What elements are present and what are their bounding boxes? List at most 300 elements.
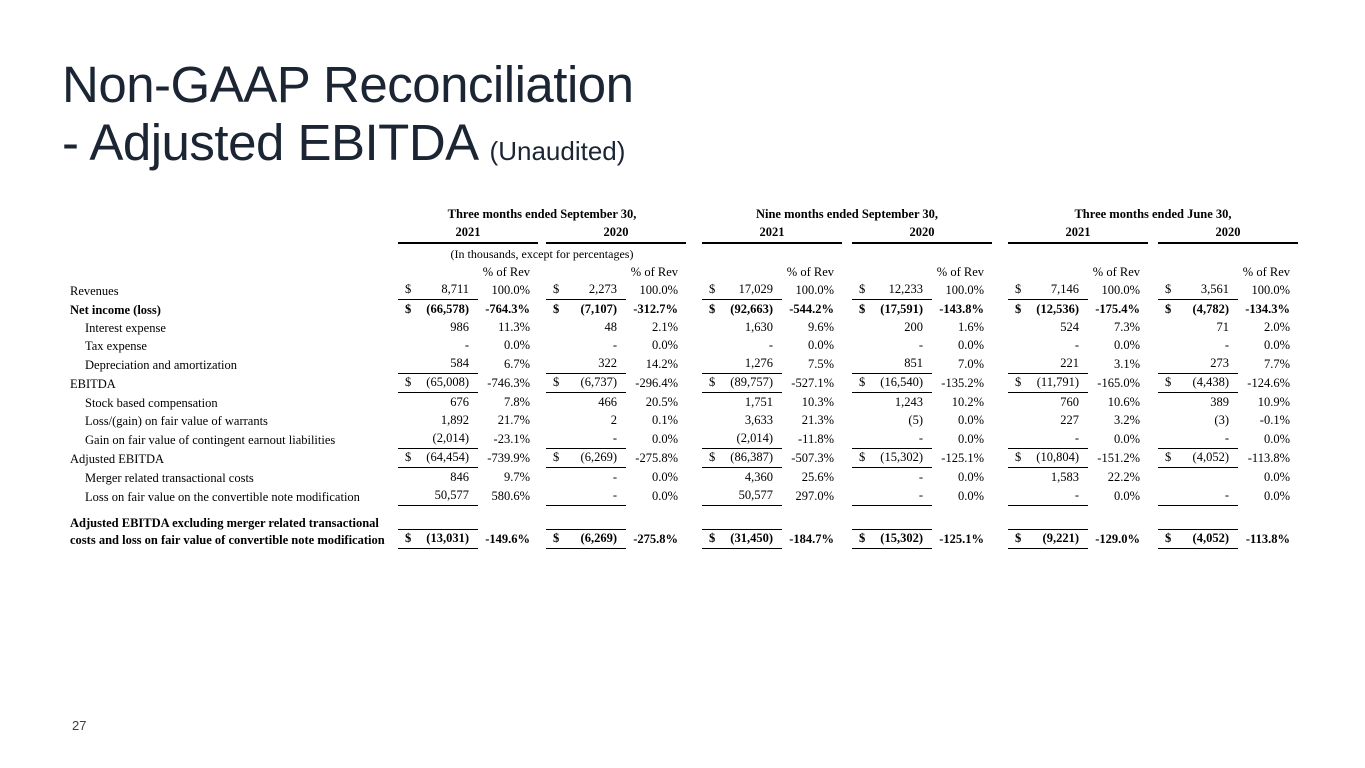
value-number: 1,630 [744, 319, 773, 334]
value-cell [398, 374, 478, 393]
value-number: - [612, 431, 617, 446]
dollar-sign: $ [1015, 530, 1022, 545]
value-number: - [1224, 487, 1229, 502]
row-label: Stock based compensation [85, 395, 218, 410]
pct-cell: 0.0% [1263, 488, 1290, 503]
pct-cell: 0.1% [651, 413, 678, 428]
pct-cell: 0.0% [957, 469, 984, 484]
table-row [68, 449, 1292, 468]
row-label: Merger related transactional costs [85, 470, 254, 485]
pct-cell: 7.8% [503, 394, 530, 409]
table-row [68, 468, 1292, 486]
pct-cell: -746.3% [487, 376, 530, 391]
pct-cell: 2.0% [1263, 319, 1290, 334]
value-cell [1158, 430, 1238, 449]
value-number: (7,107) [580, 301, 617, 316]
value-cell [1158, 529, 1238, 549]
value-number: 3,561 [1200, 282, 1229, 297]
value-number: (5) [908, 413, 923, 428]
dollar-sign: $ [1015, 450, 1022, 465]
value-cell [1158, 337, 1238, 355]
value-cell [852, 412, 932, 430]
value-number: 986 [450, 319, 469, 334]
pct-cell: -125.1% [941, 451, 984, 466]
value-number: - [612, 487, 617, 502]
year-header: 2020 [852, 223, 992, 244]
value-cell [852, 529, 932, 549]
value-cell [398, 487, 478, 506]
pct-cell: 3.1% [1113, 357, 1140, 372]
pct-cell: -23.1% [493, 432, 530, 447]
value-number: (86,387) [730, 450, 773, 465]
value-cell [1008, 301, 1088, 319]
dollar-sign: $ [709, 450, 716, 465]
value-cell [398, 355, 478, 374]
value-cell [1158, 281, 1238, 300]
pct-cell: -275.8% [635, 451, 678, 466]
value-cell [398, 529, 478, 549]
value-cell [1158, 394, 1238, 412]
value-number: 227 [1060, 413, 1079, 428]
value-number: - [1224, 431, 1229, 446]
value-cell [702, 301, 782, 319]
value-cell [852, 337, 932, 355]
value-number: (2,014) [736, 431, 773, 446]
dollar-sign: $ [1165, 375, 1172, 390]
dollar-sign: $ [1015, 282, 1022, 297]
value-number: (66,578) [426, 301, 469, 316]
pct-cell: -764.3% [485, 301, 530, 316]
table-units-note-row [68, 244, 1292, 262]
pct-cell: 100.0% [639, 283, 678, 298]
value-cell [1008, 355, 1088, 374]
dollar-sign: $ [553, 530, 560, 545]
title-unaudited-suffix: (Unaudited) [489, 136, 626, 166]
pct-cell: 0.0% [1263, 432, 1290, 447]
pct-cell: 10.2% [951, 394, 984, 409]
row-label: Revenues [70, 284, 119, 299]
page-number: 27 [72, 718, 87, 733]
value-cell [702, 337, 782, 355]
table-row [68, 393, 1292, 411]
value-number: (4,052) [1192, 530, 1229, 545]
value-number: (3) [1214, 413, 1229, 428]
value-number: - [612, 338, 617, 353]
dollar-sign: $ [553, 301, 560, 316]
value-number: (89,757) [730, 375, 773, 390]
value-number: (65,008) [426, 375, 469, 390]
pct-cell: -124.6% [1247, 376, 1290, 391]
value-cell [852, 281, 932, 300]
pct-cell: -113.8% [1245, 531, 1290, 546]
pct-cell: 100.0% [795, 283, 834, 298]
value-cell [1008, 374, 1088, 393]
period-group-label: Nine months ended September 30, [755, 207, 939, 222]
pct-cell: 580.6% [491, 488, 530, 503]
value-number: (4,052) [1192, 450, 1229, 465]
value-cell [702, 412, 782, 430]
value-number: 48 [604, 319, 617, 334]
pct-cell: 9.6% [807, 319, 834, 334]
row-label: Adjusted EBITDA excluding merger related transactional costs and loss on fair value of convertible note modification [70, 515, 385, 547]
pct-cell: 0.0% [957, 432, 984, 447]
table-row [68, 300, 1292, 318]
pct-cell: -134.3% [1245, 301, 1290, 316]
pct-cell: 7.7% [1263, 357, 1290, 372]
table-row [68, 337, 1292, 355]
table-row [68, 355, 1292, 374]
pct-cell: 0.0% [1113, 338, 1140, 353]
value-number: 1,751 [744, 394, 773, 409]
pct-cell: 3.2% [1113, 413, 1140, 428]
value-number: 389 [1210, 394, 1229, 409]
value-cell [1158, 449, 1238, 468]
value-number: (13,031) [426, 530, 469, 545]
value-cell [1008, 430, 1088, 449]
year-header: 2021 [702, 223, 842, 244]
dollar-sign: $ [1165, 450, 1172, 465]
pct-cell: 0.0% [1113, 488, 1140, 503]
pct-cell: 20.5% [645, 394, 678, 409]
value-number: 322 [598, 356, 617, 371]
value-cell [546, 487, 626, 506]
dollar-sign: $ [405, 530, 412, 545]
title-line-2 [62, 114, 634, 180]
value-cell [1158, 355, 1238, 374]
value-cell [1158, 319, 1238, 337]
pct-cell: -527.1% [791, 376, 834, 391]
value-number: 676 [450, 394, 469, 409]
value-number: 273 [1210, 356, 1229, 371]
value-number: - [1074, 487, 1079, 502]
pct-cell: 0.0% [503, 338, 530, 353]
value-number: - [1074, 431, 1079, 446]
value-number: (16,540) [880, 375, 923, 390]
value-cell [852, 469, 932, 487]
value-cell [546, 469, 626, 487]
value-cell [852, 374, 932, 393]
pct-cell: 0.0% [1263, 469, 1290, 484]
value-number: - [1074, 338, 1079, 353]
pct-cell: 10.6% [1107, 394, 1140, 409]
value-number: 1,276 [744, 356, 773, 371]
pct-cell: 0.0% [957, 338, 984, 353]
value-cell [546, 529, 626, 549]
value-cell [852, 394, 932, 412]
row-label: Tax expense [85, 339, 147, 354]
value-number: 200 [904, 319, 923, 334]
dollar-sign: $ [405, 301, 412, 316]
pct-cell: 7.0% [957, 357, 984, 372]
page-title [62, 56, 634, 180]
row-label: Interest expense [85, 320, 166, 335]
value-number: 851 [904, 356, 923, 371]
pct-cell: 21.3% [801, 413, 834, 428]
value-number: 584 [450, 356, 469, 371]
value-number: 17,029 [738, 282, 773, 297]
value-number: 4,360 [744, 469, 773, 484]
value-number: 1,892 [440, 413, 469, 428]
pct-cell: 2.1% [651, 319, 678, 334]
pct-cell: -135.2% [941, 376, 984, 391]
pct-cell: -113.8% [1247, 451, 1290, 466]
value-number: 71 [1216, 319, 1229, 334]
pct-cell: 10.3% [801, 394, 834, 409]
pct-cell: -296.4% [635, 376, 678, 391]
year-header: 2020 [546, 223, 686, 244]
table-header-pct-of-rev [68, 263, 1292, 281]
period-group-label: Three months ended June 30, [1074, 207, 1232, 222]
value-cell [398, 319, 478, 337]
pct-cell: 9.7% [503, 469, 530, 484]
pct-cell: -275.8% [633, 531, 678, 546]
pct-cell: -125.1% [939, 531, 984, 546]
pct-cell: -175.4% [1095, 301, 1140, 316]
pct-cell: -312.7% [633, 301, 678, 316]
pct-of-rev-header: % of Rev [1092, 265, 1140, 280]
dollar-sign: $ [1165, 530, 1172, 545]
value-number: - [464, 338, 469, 353]
pct-cell: -149.6% [485, 531, 530, 546]
value-cell [546, 281, 626, 300]
dollar-sign: $ [553, 375, 560, 390]
value-cell [398, 469, 478, 487]
dollar-sign: $ [1015, 301, 1022, 316]
row-label: Net income (loss) [70, 302, 161, 317]
value-cell [852, 301, 932, 319]
dollar-sign: $ [553, 282, 560, 297]
value-number: 50,577 [434, 487, 469, 502]
value-cell [546, 337, 626, 355]
value-number: (4,438) [1192, 375, 1229, 390]
value-number: (10,804) [1036, 450, 1079, 465]
value-cell [702, 374, 782, 393]
row-label: Loss on fair value on the convertible note modification [85, 489, 360, 504]
period-group-label: Three months ended September 30, [447, 207, 637, 222]
pct-cell: -507.3% [791, 451, 834, 466]
value-cell [546, 301, 626, 319]
value-cell [546, 355, 626, 374]
pct-of-rev-header: % of Rev [1242, 265, 1290, 280]
value-cell [1008, 449, 1088, 468]
pct-cell: -739.9% [487, 451, 530, 466]
pct-of-rev-header: % of Rev [630, 265, 678, 280]
value-number: (15,302) [880, 450, 923, 465]
table-row [68, 319, 1292, 337]
value-number: 12,233 [888, 282, 923, 297]
row-label: EBITDA [70, 377, 116, 392]
dollar-sign: $ [405, 282, 412, 297]
value-cell [546, 449, 626, 468]
value-cell [852, 430, 932, 449]
pct-cell: -11.8% [798, 432, 834, 447]
pct-of-rev-header: % of Rev [936, 265, 984, 280]
value-cell [702, 430, 782, 449]
value-number: 466 [598, 394, 617, 409]
value-cell [398, 449, 478, 468]
dollar-sign: $ [859, 375, 866, 390]
value-number: 221 [1060, 356, 1079, 371]
pct-cell: 0.0% [957, 488, 984, 503]
value-cell [546, 412, 626, 430]
table-header-period-groups [68, 205, 1292, 223]
pct-of-rev-header: % of Rev [482, 265, 530, 280]
value-cell [546, 319, 626, 337]
dollar-sign: $ [405, 450, 412, 465]
value-number: (6,737) [580, 375, 617, 390]
value-cell [546, 374, 626, 393]
value-cell [398, 394, 478, 412]
value-cell [398, 281, 478, 300]
value-number: - [918, 487, 923, 502]
table-row [68, 487, 1292, 506]
value-cell [398, 301, 478, 319]
title-line-2-text: - Adjusted EBITDA [62, 114, 476, 171]
value-number: - [918, 469, 923, 484]
year-header: 2020 [1158, 223, 1298, 244]
dollar-sign: $ [859, 301, 866, 316]
value-cell [702, 355, 782, 374]
value-cell [1008, 394, 1088, 412]
dollar-sign: $ [859, 450, 866, 465]
value-cell [852, 319, 932, 337]
value-cell [852, 487, 932, 506]
dollar-sign: $ [709, 301, 716, 316]
value-number: 1,583 [1050, 469, 1079, 484]
dollar-sign: $ [709, 375, 716, 390]
dollar-sign: $ [709, 282, 716, 297]
value-number: - [1224, 338, 1229, 353]
dollar-sign: $ [1015, 375, 1022, 390]
pct-cell: -0.1% [1259, 413, 1290, 428]
value-cell [852, 355, 932, 374]
value-number: 3,633 [744, 413, 773, 428]
pct-cell: -143.8% [939, 301, 984, 316]
value-cell [398, 337, 478, 355]
table-row [68, 430, 1292, 449]
value-number: (15,302) [880, 530, 923, 545]
value-number: (17,591) [880, 301, 923, 316]
value-cell [1008, 319, 1088, 337]
value-cell [1158, 487, 1238, 506]
value-cell [702, 529, 782, 549]
value-cell [702, 394, 782, 412]
value-cell [702, 469, 782, 487]
value-cell [398, 412, 478, 430]
value-number: 8,711 [441, 282, 469, 297]
pct-cell: 100.0% [945, 283, 984, 298]
dollar-sign: $ [405, 375, 412, 390]
value-cell [702, 487, 782, 506]
pct-cell: 0.0% [651, 432, 678, 447]
value-number: (9,221) [1042, 530, 1079, 545]
row-label: Adjusted EBITDA [70, 452, 165, 467]
value-cell [546, 394, 626, 412]
value-number: 2 [610, 413, 617, 428]
pct-cell: 11.3% [498, 319, 530, 334]
table-row [68, 412, 1292, 430]
value-number: (2,014) [432, 431, 469, 446]
table-header-years [68, 223, 1292, 244]
pct-cell: -544.2% [789, 301, 834, 316]
pct-cell: 100.0% [1251, 283, 1290, 298]
pct-cell: 6.7% [503, 357, 530, 372]
dollar-sign: $ [859, 530, 866, 545]
row-label: Gain on fair value of contingent earnout liabilities [85, 433, 336, 448]
year-header: 2021 [1008, 223, 1148, 244]
value-number: (11,791) [1036, 375, 1079, 390]
value-cell [852, 449, 932, 468]
value-number: (64,454) [426, 450, 469, 465]
pct-cell: 0.0% [651, 488, 678, 503]
dollar-sign: $ [1165, 282, 1172, 297]
pct-cell: 7.3% [1113, 319, 1140, 334]
value-number: (6,269) [580, 530, 617, 545]
pct-cell: 1.6% [957, 319, 984, 334]
value-cell [1008, 337, 1088, 355]
value-number: 2,273 [588, 282, 617, 297]
dollar-sign: $ [1165, 301, 1172, 316]
pct-cell: 21.7% [497, 413, 530, 428]
value-cell [702, 449, 782, 468]
pct-of-rev-header: % of Rev [786, 265, 834, 280]
pct-cell: 14.2% [645, 357, 678, 372]
value-cell [702, 281, 782, 300]
value-cell [546, 430, 626, 449]
year-header: 2021 [398, 223, 538, 244]
pct-cell: 0.0% [1113, 432, 1140, 447]
pct-cell: 0.0% [651, 469, 678, 484]
pct-cell: 0.0% [651, 338, 678, 353]
dollar-sign: $ [859, 282, 866, 297]
title-line-1: Non-GAAP Reconciliation [62, 56, 634, 113]
value-number: (31,450) [730, 530, 773, 545]
pct-cell: 0.0% [1263, 338, 1290, 353]
value-cell [1158, 374, 1238, 393]
pct-cell: 0.0% [807, 338, 834, 353]
units-note: (In thousands, except for percentages) [450, 246, 634, 261]
value-number: 1,243 [894, 394, 923, 409]
value-cell [702, 319, 782, 337]
value-cell [1008, 281, 1088, 300]
table-row [68, 374, 1292, 393]
row-label: Loss/(gain) on fair value of warrants [85, 414, 268, 429]
value-number: - [918, 338, 923, 353]
value-number: (92,663) [730, 301, 773, 316]
dollar-sign: $ [709, 530, 716, 545]
value-number: 7,146 [1050, 282, 1079, 297]
pct-cell: 297.0% [795, 488, 834, 503]
value-number: 524 [1060, 319, 1079, 334]
value-number: - [612, 469, 617, 484]
value-cell [1008, 487, 1088, 506]
value-cell [1158, 412, 1238, 430]
pct-cell: 7.5% [807, 357, 834, 372]
pct-cell: 100.0% [1101, 283, 1140, 298]
value-number: (6,269) [580, 450, 617, 465]
dollar-sign: $ [553, 450, 560, 465]
value-cell [1008, 412, 1088, 430]
pct-cell: 25.6% [801, 469, 834, 484]
value-cell [1158, 301, 1238, 319]
pct-cell: -151.2% [1097, 451, 1140, 466]
value-cell [398, 430, 478, 449]
value-number: 50,577 [738, 487, 773, 502]
pct-cell: 0.0% [957, 413, 984, 428]
value-number: 760 [1060, 394, 1079, 409]
table-row [68, 281, 1292, 300]
value-number: (12,536) [1036, 301, 1079, 316]
